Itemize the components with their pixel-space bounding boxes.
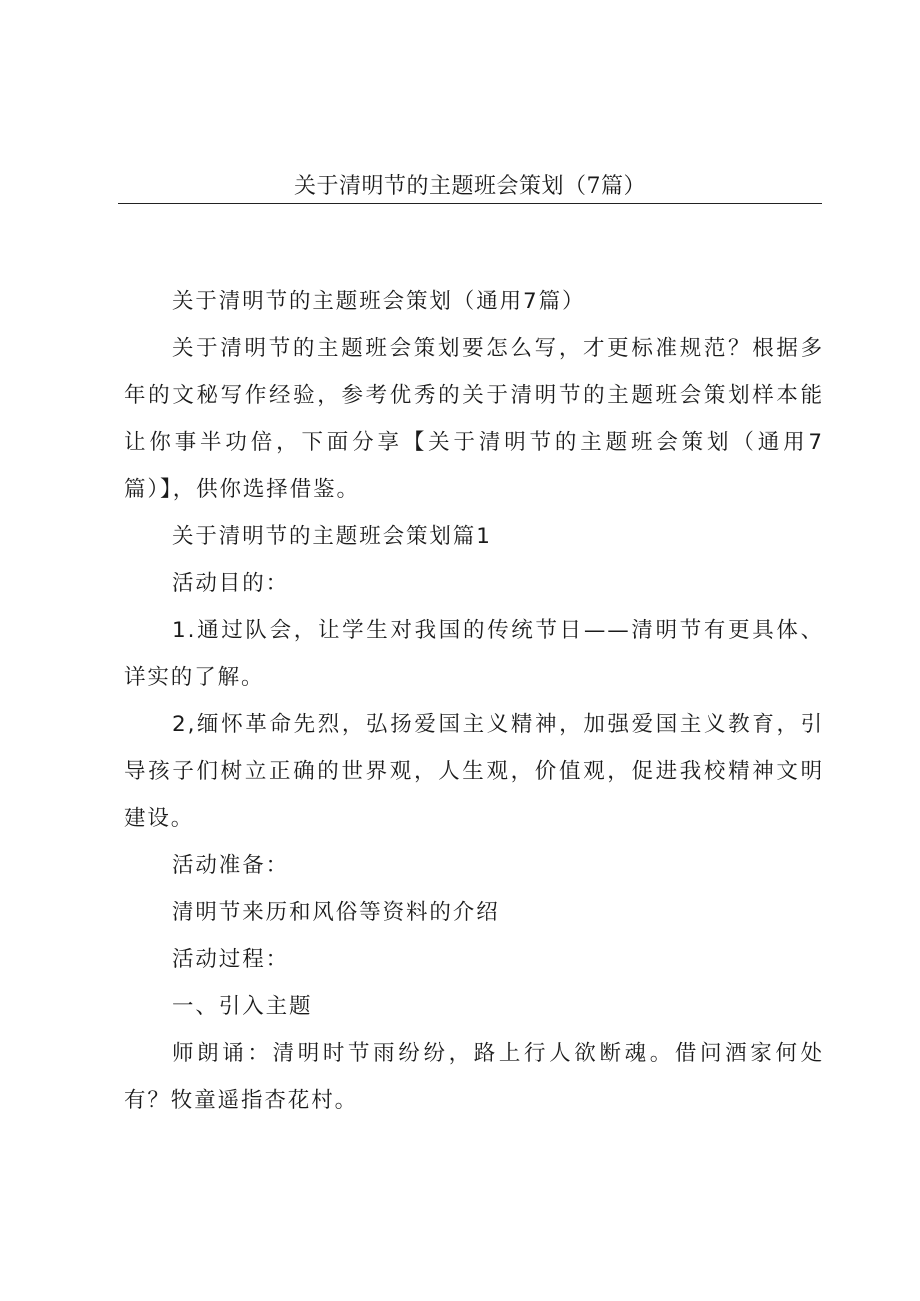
paragraph-goal-1: 1.通过队会，让学生对我国的传统节日——清明节有更具体、详实的了解。: [124, 618, 824, 690]
title-underline: [118, 203, 822, 204]
paragraph-goal-2: 2,缅怀革命先烈，弘扬爱国主义精神，加强爱国主义教育，引导孩子们树立正确的世界观，人生观，价值观，促进我校精神文明建设。: [124, 712, 824, 831]
paragraph-prep-heading: 活动准备：: [172, 853, 290, 878]
paragraph-poem: 师朗诵：清明时节雨纷纷，路上行人欲断魂。借问酒家何处有？牧童遥指杏花村。: [124, 1041, 824, 1113]
document-body: [124, 278, 824, 1124]
paragraph-step-1: 一、引入主题: [172, 994, 313, 1019]
document-title: 关于清明节的主题班会策划（7篇）: [294, 174, 646, 199]
paragraph-subtitle: 关于清明节的主题班会策划（通用7篇）: [172, 289, 586, 314]
paragraph-goal-heading: 活动目的：: [172, 571, 290, 596]
paragraph-prep-content: 清明节来历和风俗等资料的介绍: [172, 900, 500, 925]
paragraph-process-heading: 活动过程：: [172, 947, 290, 972]
paragraph-section-heading: 关于清明节的主题班会策划篇1: [172, 524, 492, 549]
paragraph-intro: 关于清明节的主题班会策划要怎么写，才更标准规范？根据多年的文秘写作经验，参考优秀的关于清明节的主题班会策划样本能让你事半功倍，下面分享【关于清明节的主题班会策划（通用7篇）】，供你选择借鉴。: [124, 336, 824, 502]
